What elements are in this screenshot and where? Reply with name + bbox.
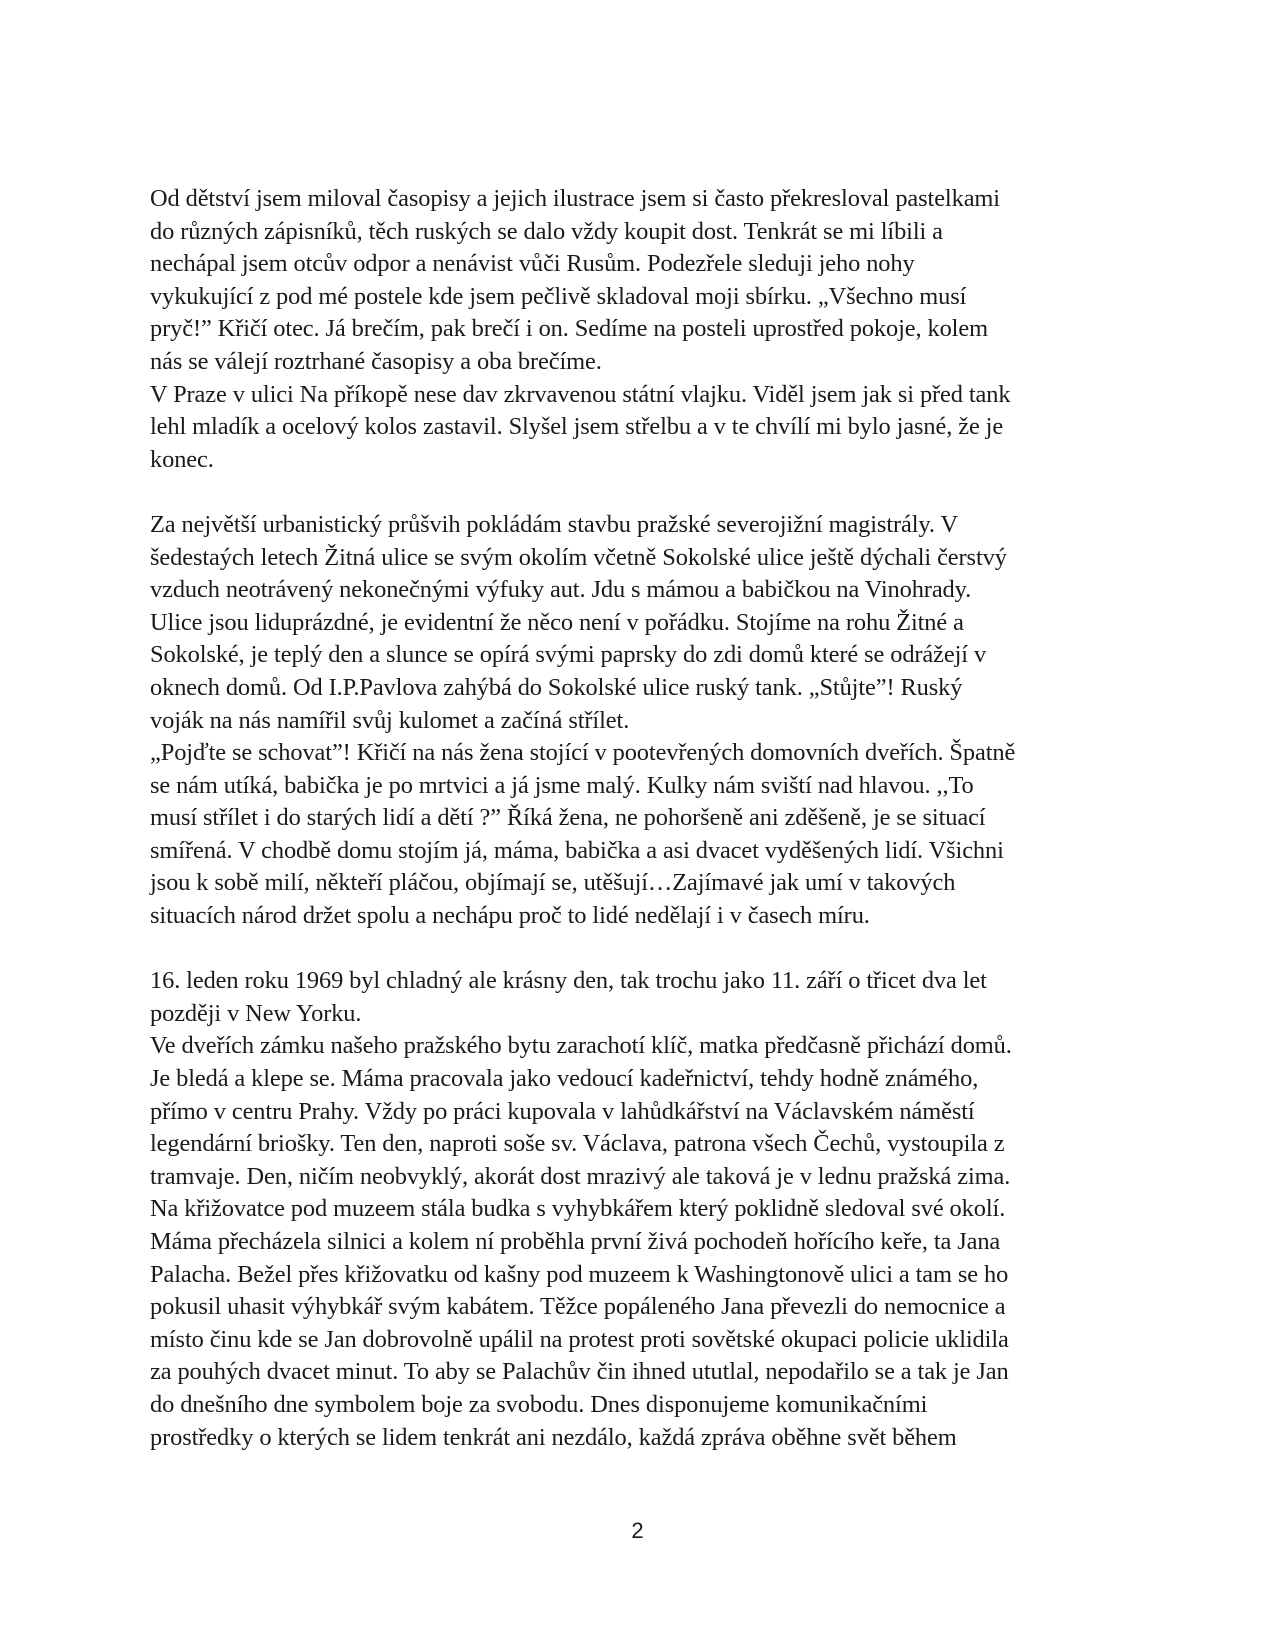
text-line: Za největší urbanistický průšvih pokládám stavbu pražské severojižní magistrály. V — [150, 510, 959, 538]
text-line: V Praze v ulici Na příkopě nese dav zkrvavenou státní vlajku. Viděl jsem jak si před tank — [150, 380, 1011, 408]
text-line: legendární briošky. Ten den, naproti soše sv. Václava, patrona všech Čechů, vystoupila z — [150, 1130, 1005, 1158]
text-line: tramvaje. Den, ničím neobvyklý, akorát dost mrazivý ale taková je v lednu pražská zima. — [150, 1162, 1011, 1190]
text-line: konec. — [150, 445, 214, 473]
text-line: později v New Yorku. — [150, 999, 362, 1027]
text-line: „Pojďte se schovat”! Křičí na nás žena stojící v pootevřených domovních dveřích. Špatně — [150, 739, 1016, 767]
document-body — [150, 183, 1140, 1454]
text-line: situacích národ držet spolu a nechápu proč to lidé nedělají i v časech míru. — [150, 902, 870, 930]
text-line: vzduch neotrávený nekonečnými výfuky aut. Jdu s mámou a babičkou na Vinohrady. — [150, 576, 972, 604]
text-line: Od dětství jsem miloval časopisy a jejich ilustrace jsem si často překresloval pastelkami — [150, 185, 1000, 212]
paragraph-spacer — [150, 933, 1140, 966]
text-line: vykukující z pod mé postele kde jsem pečlivě skladoval moji sbírku. „Všechno musí — [150, 282, 967, 310]
text-line: prostředky o kterých se lidem tenkrát ani nezdálo, každá zpráva oběhne svět během — [150, 1423, 957, 1451]
text-line: oknech domů. Od I.P.Pavlova zahýbá do Sokolské ulice ruský tank. „Stůjte”! Ruský — [150, 673, 963, 701]
text-line: nechápal jsem otcův odpor a nenávist vůči Rusům. Podezřele sleduji jeho nohy — [150, 250, 915, 278]
paragraph-spacer — [150, 476, 1140, 509]
text-line: Máma přecházela silnici a kolem ní proběhla první živá pochodeň hořícího keře, ta Jana — [150, 1228, 1001, 1255]
text-line: smířená. V chodbě domu stojím já, máma, babička a asi dvacet vyděšených lidí. Všichni — [150, 836, 1004, 864]
text-line: Palacha. Bežel přes křižovatku od kašny pod muzeem k Washingtonově ulici a tam se ho — [150, 1260, 1009, 1288]
text-line: 16. leden roku 1969 byl chladný ale krásny den, tak trochu jako 11. září o třicet dva let — [150, 967, 987, 995]
text-line: pokusil uhasit výhybkář svým kabátem. Těžce popáleného Jana převezli do nemocnice a — [150, 1293, 1006, 1321]
paragraph-3 — [150, 965, 1140, 1454]
text-line: místo činu kde se Jan dobrovolně upálil na protest proti sovětské okupaci policie uklidila — [150, 1325, 1009, 1353]
text-line: musí střílet i do starých lidí a dětí ?” Říká žena, ne pohoršeně ani zděšeně, je se situací — [150, 804, 986, 832]
text-line: nás se válejí roztrhané časopisy a oba brečíme. — [150, 347, 602, 375]
text-line: Ulice jsou liduprázdné, je evidentní že něco není v pořádku. Stojíme na rohu Žitné a — [150, 608, 964, 636]
text-line: lehl mladík a ocelový kolos zastavil. Slyšel jsem střelbu a v te chvílí mi bylo jasné, že je — [150, 413, 1004, 441]
text-line: Je bledá a klepe se. Máma pracovala jako vedoucí kadeřnictví, tehdy hodně známého, — [150, 1065, 979, 1093]
text-line: Sokolské, je teplý den a slunce se opírá svými paprsky do zdi domů které se odrážejí v — [150, 641, 987, 669]
text-line: do různých zápisníků, těch ruských se dalo vždy koupit dost. Tenkrát se mi líbili a — [150, 217, 943, 245]
text-line: Ve dveřích zámku našeho pražského bytu zarachotí klíč, matka předčasně přichází domů. — [150, 1032, 1012, 1060]
text-line: pryč!” Křičí otec. Já brečím, pak brečí i on. Sedíme na posteli uprostřed pokoje, kolem — [150, 315, 988, 343]
text-line: voják na nás namířil svůj kulomet a začíná střílet. — [150, 706, 630, 734]
text-line: jsou k sobě milí, někteří pláčou, objímají se, utěšují…Zajímavé jak umí v takových — [150, 869, 956, 897]
text-line: za pouhých dvacet minut. To aby se Palachův čin ihned ututlal, nepodařilo se a tak je Jan — [150, 1358, 1009, 1386]
text-line: se nám utíká, babička je po mrtvici a já jsme malý. Kulky nám sviští nad hlavou. ,,To — [150, 771, 974, 799]
text-line: do dnešního dne symbolem boje za svobodu. Dnes disponujeme komunikačními — [150, 1390, 928, 1418]
paragraph-1 — [150, 183, 1140, 476]
text-line: šedestaých letech Žitná ulice se svým okolím včetně Sokolské ulice ještě dýchali čerstvý — [150, 543, 1007, 571]
page-number: 2 — [631, 1518, 644, 1543]
text-line: přímo v centru Prahy. Vždy po práci kupovala v lahůdkářství na Václavském náměstí — [150, 1097, 975, 1125]
text-line: Na křižovatce pod muzeem stála budka s vyhybkářem který poklidně sledoval své okolí. — [150, 1195, 1006, 1223]
paragraph-2 — [150, 509, 1140, 933]
